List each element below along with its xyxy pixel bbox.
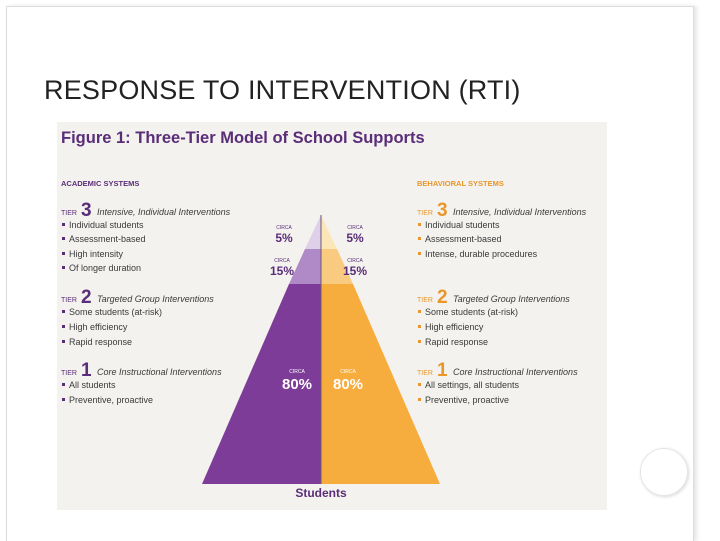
svg-text:Assessment-based: Assessment-based (69, 234, 146, 244)
svg-text:TIER: TIER (417, 297, 433, 304)
svg-text:Core Instructional Interventio: Core Instructional Interventions (97, 367, 222, 377)
svg-text:5%: 5% (346, 231, 364, 245)
svg-text:CIRCA: CIRCA (289, 369, 305, 375)
behavioral-tier-3 (417, 200, 587, 259)
behavioral-tier-2 (417, 287, 570, 347)
svg-text:Intensive, Individual Interven: Intensive, Individual Interventions (453, 207, 587, 217)
academic-systems (61, 179, 231, 405)
svg-text:Intensive, Individual Interven: Intensive, Individual Interventions (97, 207, 231, 217)
svg-text:High efficiency: High efficiency (425, 322, 484, 332)
behavioral-heading: BEHAVIORAL SYSTEMS (417, 179, 504, 188)
pyramid-left-top-label (275, 225, 293, 245)
pyramid-right-top-label (346, 225, 364, 245)
svg-text:High intensity: High intensity (69, 249, 124, 259)
svg-text:80%: 80% (281, 376, 313, 393)
svg-text:Preventive, proactive: Preventive, proactive (425, 395, 510, 405)
svg-text:5%: 5% (275, 231, 293, 245)
three-tier-figure (57, 122, 607, 510)
svg-text:Assessment-based: Assessment-based (425, 234, 502, 244)
svg-text:Individual students: Individual students (425, 220, 500, 230)
svg-text:CIRCA: CIRCA (274, 258, 290, 264)
svg-text:2: 2 (81, 287, 92, 308)
svg-text:TIER: TIER (61, 370, 77, 377)
svg-text:15%: 15% (342, 264, 368, 278)
svg-text:3: 3 (437, 200, 448, 221)
svg-text:Rapid response: Rapid response (69, 337, 133, 347)
svg-text:80%: 80% (332, 376, 364, 393)
svg-text:Some students (at-risk): Some students (at-risk) (425, 307, 519, 317)
svg-text:TIER: TIER (61, 210, 77, 217)
slide-title: RESPONSE TO INTERVENTION (RTI) (44, 75, 521, 105)
slide-corner-circle (640, 448, 688, 496)
svg-text:3: 3 (81, 200, 92, 221)
svg-text:1: 1 (81, 360, 92, 381)
svg-text:Targeted Group Interventions: Targeted Group Interventions (453, 294, 570, 304)
svg-text:All settings, all students: All settings, all students (425, 380, 520, 390)
svg-text:Core Instructional Interventio: Core Instructional Interventions (453, 367, 578, 377)
behavioral-tier-1 (417, 360, 578, 405)
pyramid-right-tier3 (321, 215, 337, 249)
svg-text:Individual students: Individual students (69, 220, 144, 230)
svg-text:CIRCA: CIRCA (276, 225, 292, 231)
pyramid-left-tier3 (305, 215, 321, 249)
students-label: Students (295, 486, 347, 500)
three-tier-diagram (57, 122, 607, 510)
svg-text:TIER: TIER (61, 297, 77, 304)
academic-tier-1 (61, 360, 222, 405)
academic-tier-3 (61, 200, 231, 273)
svg-text:Targeted Group Interventions: Targeted Group Interventions (97, 294, 214, 304)
academic-heading: ACADEMIC SYSTEMS (61, 179, 140, 188)
svg-text:2: 2 (437, 287, 448, 308)
svg-text:Of longer duration: Of longer duration (69, 263, 142, 273)
svg-text:TIER: TIER (417, 370, 433, 377)
svg-text:Some students (at-risk): Some students (at-risk) (69, 307, 163, 317)
behavioral-systems (417, 179, 587, 405)
svg-text:All students: All students (69, 380, 116, 390)
svg-text:15%: 15% (269, 264, 295, 278)
svg-text:TIER: TIER (417, 210, 433, 217)
pyramid-right-middle-label (343, 258, 367, 278)
academic-tier-2 (61, 287, 214, 347)
svg-text:CIRCA: CIRCA (347, 225, 363, 231)
svg-text:High efficiency: High efficiency (69, 322, 128, 332)
svg-text:Rapid response: Rapid response (425, 337, 489, 347)
svg-text:CIRCA: CIRCA (340, 369, 356, 375)
figure-title: Figure 1: Three-Tier Model of School Supports (61, 129, 425, 147)
pyramid-left-middle-label (270, 258, 294, 278)
svg-text:CIRCA: CIRCA (347, 258, 363, 264)
svg-text:1: 1 (437, 360, 448, 381)
svg-text:Preventive, proactive: Preventive, proactive (69, 395, 154, 405)
svg-text:Intense, durable procedures: Intense, durable procedures (425, 249, 538, 259)
